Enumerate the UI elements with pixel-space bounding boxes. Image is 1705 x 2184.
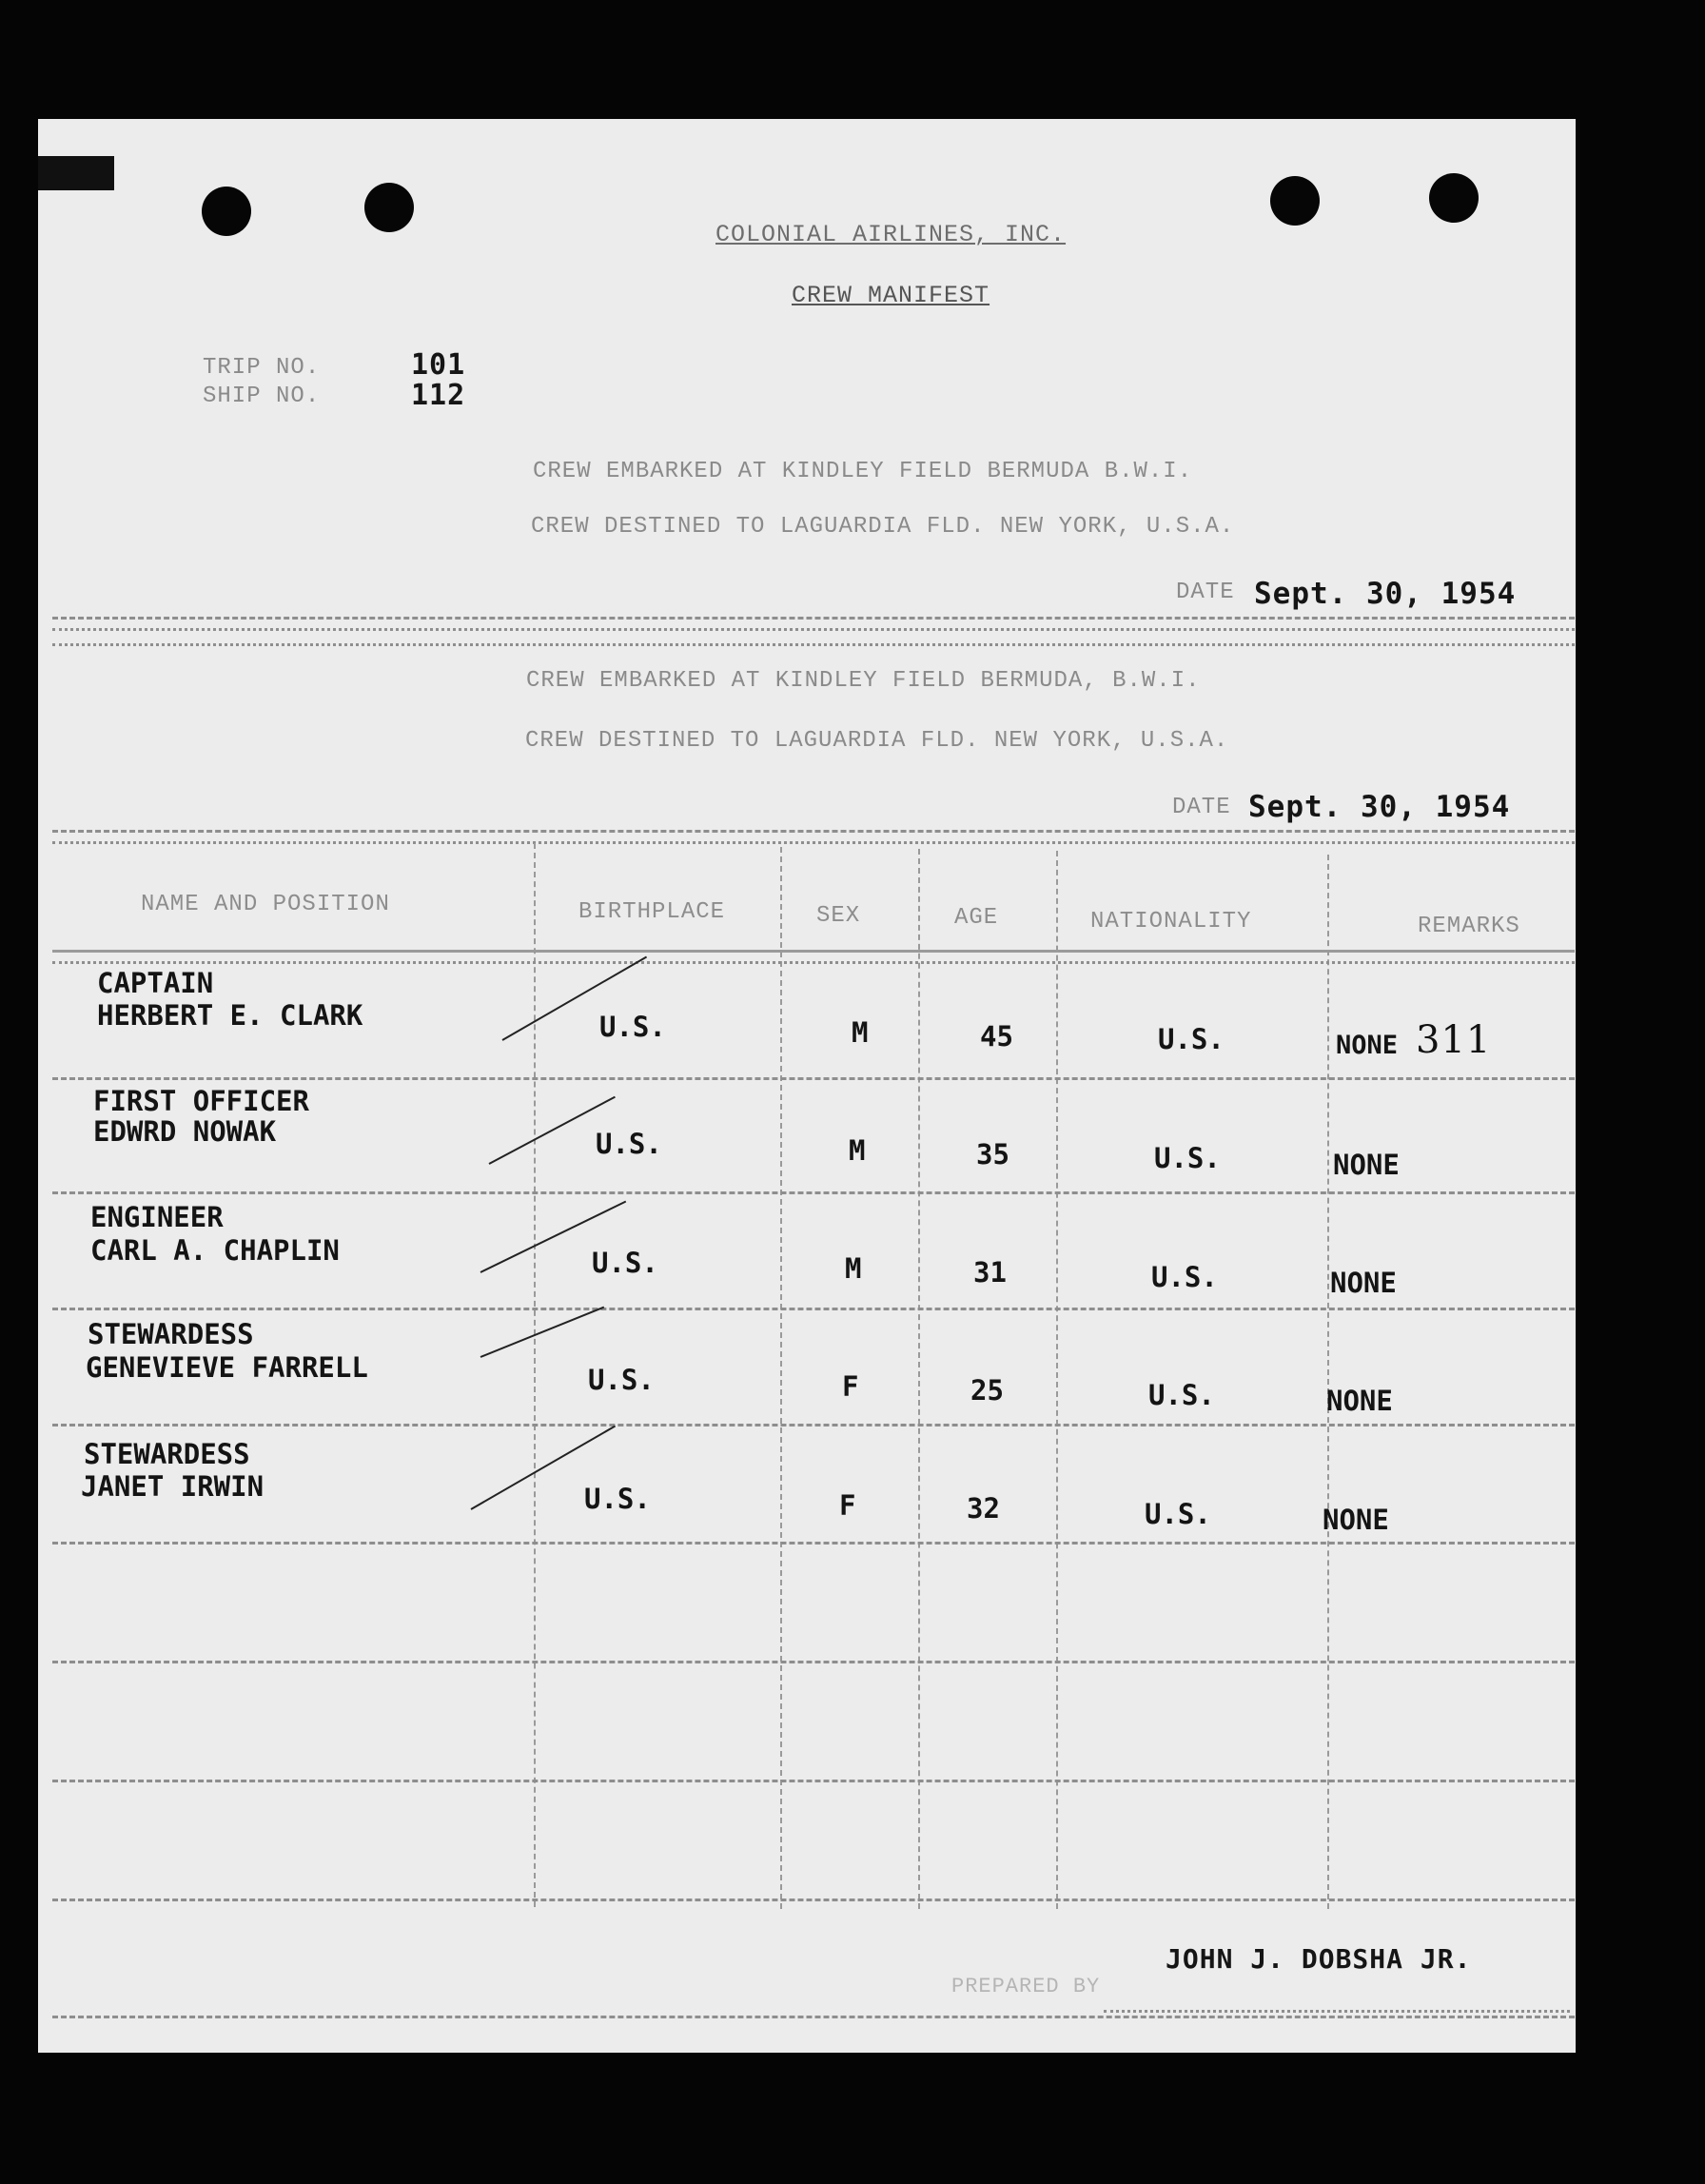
destined-line: CREW DESTINED TO LAGUARDIA FLD. NEW YORK, U.S.A. xyxy=(525,728,1229,754)
birthplace: U.S. xyxy=(592,1247,658,1279)
preparer-name: JOHN J. DOBSHA JR. xyxy=(1166,1943,1472,1975)
punch-hole xyxy=(364,183,414,232)
remarks: NONE xyxy=(1333,1149,1400,1181)
crew-position: ENGINEER xyxy=(90,1201,224,1233)
date-value: Sept. 30, 1954 xyxy=(1248,790,1511,824)
row-rule xyxy=(52,1780,1575,1782)
crew-position: CAPTAIN xyxy=(97,967,214,999)
age: 25 xyxy=(970,1374,1004,1407)
punch-hole xyxy=(1429,173,1479,223)
row-rule xyxy=(52,1661,1575,1663)
remarks: NONE xyxy=(1323,1504,1389,1536)
col-header-remarks: REMARKS xyxy=(1418,914,1520,939)
crew-name: HERBERT E. CLARK xyxy=(97,999,363,1032)
divider xyxy=(52,643,1575,646)
divider xyxy=(52,830,1575,833)
crew-name: CARL A. CHAPLIN xyxy=(90,1234,340,1267)
row-rule xyxy=(52,950,1575,953)
remarks: NONE xyxy=(1330,1267,1397,1299)
birthplace: U.S. xyxy=(588,1364,655,1396)
sex: F xyxy=(839,1489,856,1522)
nationality: U.S. xyxy=(1151,1261,1218,1293)
company-name: COLONIAL AIRLINES, INC. xyxy=(715,221,1067,248)
birthplace: U.S. xyxy=(584,1483,651,1515)
crew-position: STEWARDESS xyxy=(84,1438,250,1470)
crew-position: FIRST OFFICER xyxy=(93,1085,309,1117)
date-label: DATE xyxy=(1172,795,1231,820)
col-header-birthplace: BIRTHPLACE xyxy=(578,899,726,925)
nationality: U.S. xyxy=(1145,1498,1211,1530)
col-header-name: NAME AND POSITION xyxy=(141,892,390,917)
row-rule xyxy=(52,2016,1575,2018)
row-rule xyxy=(52,1899,1575,1901)
age: 31 xyxy=(973,1256,1007,1289)
punch-hole xyxy=(202,187,251,236)
row-rule xyxy=(52,961,1575,964)
column-rule xyxy=(918,849,920,1909)
nationality: U.S. xyxy=(1148,1379,1215,1411)
birthplace: U.S. xyxy=(596,1128,662,1160)
ship-number: 112 xyxy=(411,379,466,412)
age: 45 xyxy=(980,1020,1013,1053)
divider xyxy=(52,617,1575,620)
row-rule xyxy=(52,1542,1575,1545)
date-value: Sept. 30, 1954 xyxy=(1254,577,1517,611)
crew-name: GENEVIEVE FARRELL xyxy=(86,1351,368,1384)
col-header-nationality: NATIONALITY xyxy=(1090,909,1252,935)
sex: F xyxy=(842,1370,859,1403)
handwritten-note: 311 xyxy=(1416,1018,1492,1062)
trip-label: TRIP NO. xyxy=(203,355,321,381)
age: 35 xyxy=(976,1138,1009,1171)
divider xyxy=(52,841,1575,844)
col-header-age: AGE xyxy=(954,905,999,931)
embarked-line: CREW EMBARKED AT KINDLEY FIELD BERMUDA, B.W.I. xyxy=(526,668,1201,694)
punch-hole xyxy=(1270,176,1320,226)
sex: M xyxy=(852,1016,869,1049)
age: 32 xyxy=(967,1492,1000,1525)
column-rule xyxy=(780,847,782,1909)
date-label: DATE xyxy=(1176,580,1235,605)
torn-corner xyxy=(38,156,114,190)
remarks: NONE xyxy=(1336,1031,1399,1060)
signature-rule xyxy=(1104,2010,1570,2013)
remarks: NONE xyxy=(1326,1385,1393,1417)
form-title: CREW MANIFEST xyxy=(792,282,990,309)
divider xyxy=(52,628,1575,631)
row-rule xyxy=(52,1424,1575,1426)
ship-label: SHIP NO. xyxy=(203,384,321,409)
column-rule xyxy=(1056,851,1058,1909)
embarked-line: CREW EMBARKED AT KINDLEY FIELD BERMUDA B.W.I. xyxy=(533,459,1193,484)
row-rule xyxy=(52,1308,1575,1310)
trip-number: 101 xyxy=(411,348,466,382)
nationality: U.S. xyxy=(1154,1142,1221,1174)
destined-line: CREW DESTINED TO LAGUARDIA FLD. NEW YORK, U.S.A. xyxy=(531,514,1235,540)
sex: M xyxy=(845,1252,862,1285)
col-header-sex: SEX xyxy=(816,903,861,929)
row-rule xyxy=(52,1077,1575,1080)
crew-name: EDWRD NOWAK xyxy=(93,1115,277,1148)
crew-name: JANET IRWIN xyxy=(81,1470,265,1503)
crew-position: STEWARDESS xyxy=(88,1318,254,1350)
sex: M xyxy=(849,1134,866,1167)
nationality: U.S. xyxy=(1158,1023,1225,1055)
column-rule xyxy=(534,843,536,1907)
birthplace: U.S. xyxy=(599,1011,666,1043)
prepared-by-label: PREPARED BY xyxy=(951,1975,1101,1998)
column-rule xyxy=(1327,855,1329,1909)
row-rule xyxy=(52,1191,1575,1194)
